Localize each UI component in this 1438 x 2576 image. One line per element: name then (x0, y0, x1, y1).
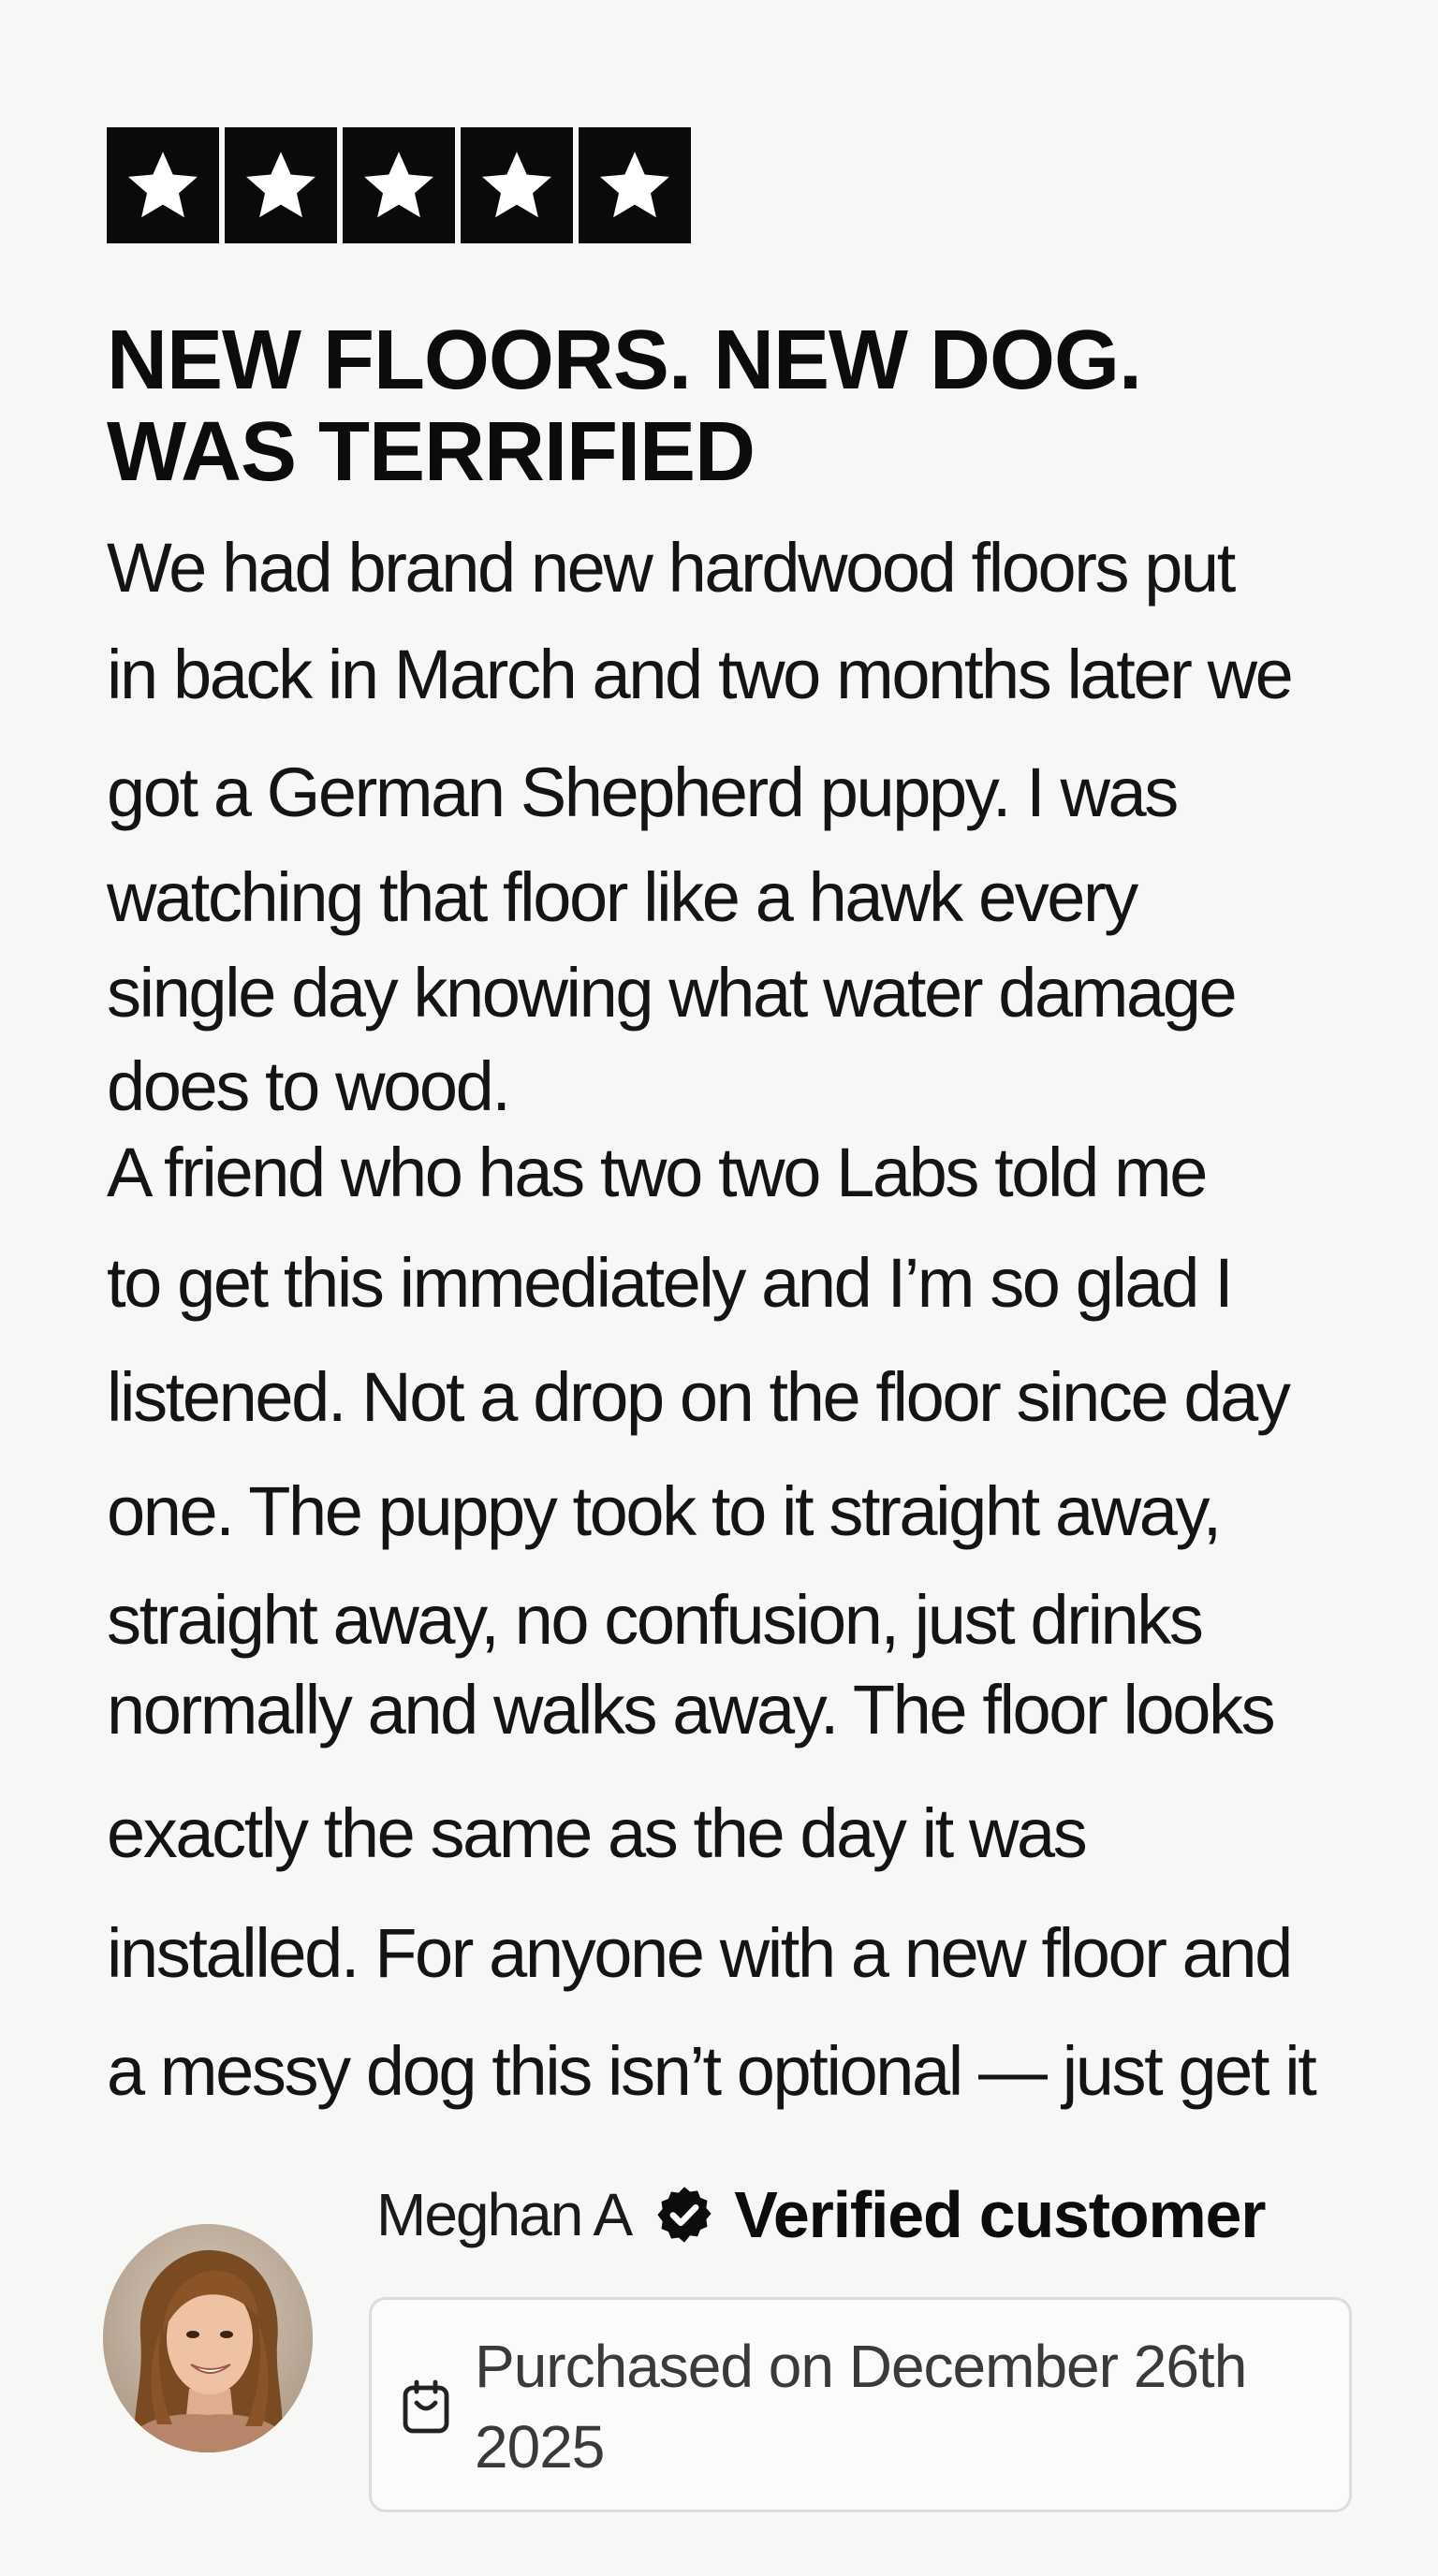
star-icon (242, 146, 320, 225)
review-body-line: exactly the same as the day it was (107, 1794, 1086, 1872)
review-title (107, 315, 1361, 498)
review-body-line: a messy dog this isn’t optional — just get it (107, 2032, 1315, 2110)
verified-label: Verified customer (734, 2178, 1266, 2251)
star-5 (579, 127, 691, 243)
review-title-line: NEW FLOORS. NEW DOG. (107, 314, 1141, 407)
review-body-line: single day knowing what water damage (107, 954, 1236, 1032)
star-icon (477, 146, 556, 225)
star-icon (124, 146, 202, 225)
star-1 (107, 127, 219, 243)
review-body-line: straight away, no confusion, just drinks (107, 1581, 1202, 1659)
review-body-line: installed. For anyone with a new floor and (107, 1914, 1291, 1992)
review-body-line: got a German Shepherd puppy. I was (107, 754, 1177, 831)
star-3 (343, 127, 455, 243)
review-body-line: in back in March and two months later we (107, 636, 1292, 713)
star-4 (461, 127, 573, 243)
purchase-text-line2: 2025 (475, 2413, 605, 2481)
avatar (103, 2224, 313, 2452)
review-body-line: one. The puppy took to it straight away, (107, 1472, 1220, 1550)
review-title-line: WAS TERRIFIED (107, 405, 756, 499)
star-2 (225, 127, 337, 243)
review-body-line: watching that floor like a hawk every (107, 858, 1137, 936)
author-row (376, 2177, 1265, 2252)
purchase-text-line1: Purchased on December 26th (475, 2333, 1247, 2400)
review-body-line: does to wood. (107, 1047, 509, 1125)
review-body-line: listened. Not a drop on the floor since day (107, 1358, 1289, 1436)
calendar-bag-icon (402, 2378, 450, 2435)
review-body-line: We had brand new hardwood floors put (107, 529, 1234, 607)
review-body-line: A friend who has two two Labs told me (107, 1134, 1207, 1211)
star-rating (107, 127, 691, 243)
star-icon (360, 146, 438, 225)
author-name: Meghan A (376, 2181, 632, 2248)
verified-badge-icon (653, 2184, 715, 2246)
review-body-line: to get this immediately and I’m so glad I (107, 1244, 1232, 1322)
purchase-date-text (475, 2326, 1299, 2487)
star-icon (595, 146, 674, 225)
purchase-info (369, 2297, 1352, 2512)
review-body-line: normally and walks away. The floor looks (107, 1671, 1274, 1749)
